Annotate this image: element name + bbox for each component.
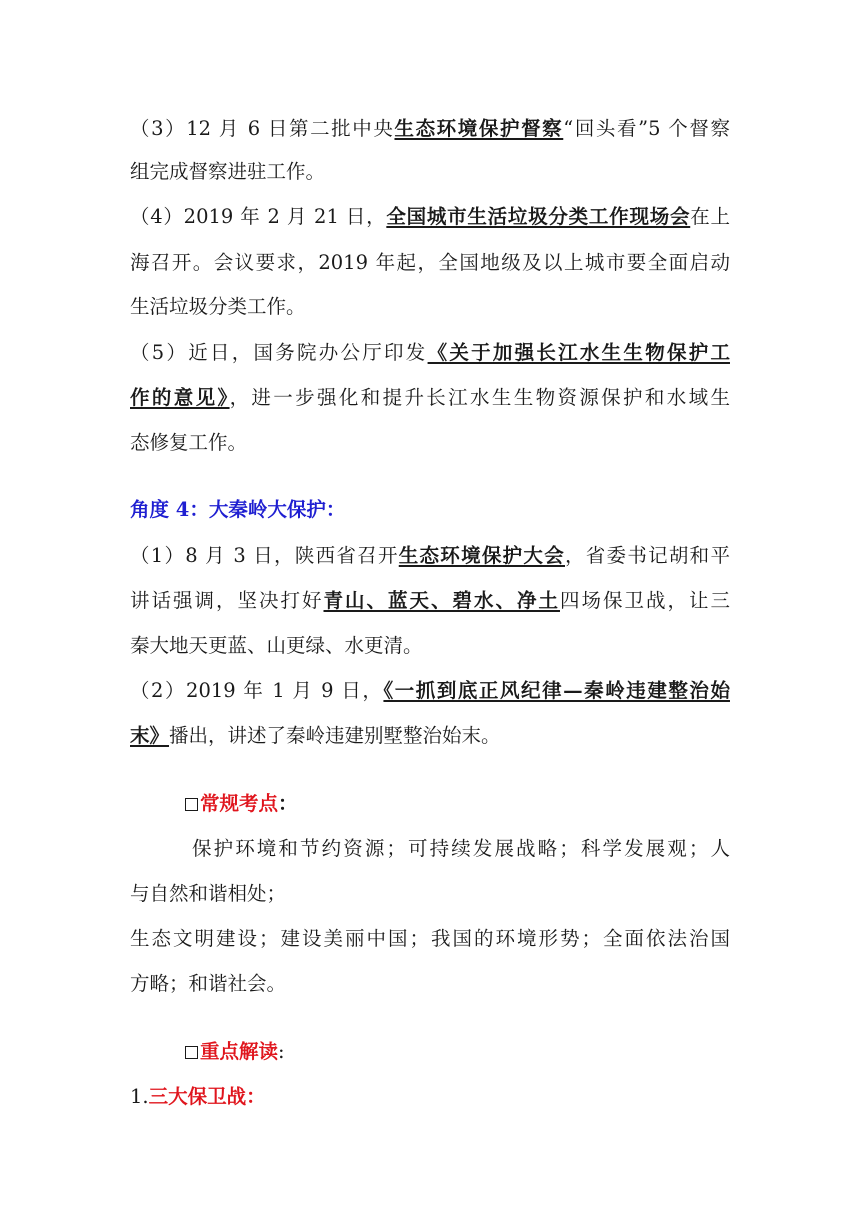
a1-line3: 秦大地天更蓝、山更绿、水更清。 xyxy=(130,634,423,657)
key-heading-colon: : xyxy=(278,1040,285,1063)
a1-underlined-list: 青山、蓝天、碧水、净土 xyxy=(323,589,560,612)
a2-text-b: 播出，讲述了秦岭违建别墅整治始末。 xyxy=(169,724,501,747)
a2-line1 xyxy=(130,678,730,704)
routine-line2: 与自然和谐相处； xyxy=(130,882,287,905)
routine-line4: 方略；和谐社会。 xyxy=(130,972,287,995)
p5-underlined-title: 《关于加强长江水生生物保护工 xyxy=(427,341,730,364)
p3-underlined-term: 生态环境保护督察 xyxy=(394,117,564,140)
routine-heading-label: 常规考点 xyxy=(200,792,279,815)
item1-heading xyxy=(130,1084,730,1110)
angle4-heading: 角度 4：大秦岭大保护： xyxy=(130,498,346,521)
a1-text-d: 讲话强调，坚决打好 xyxy=(130,589,324,612)
item1-number: 1. xyxy=(130,1085,149,1108)
p4-line2: 海召开。会议要求，2019 年起，全国地级及以上城市要全面启动 xyxy=(130,251,730,274)
a2-underlined-title: 《一抓到底正风纪律—秦岭违建整治始 xyxy=(383,679,730,702)
a2-text-a: （2）2019 年 1 月 9 日， xyxy=(130,679,384,702)
p3-text-c: “回头看”5 个督察 xyxy=(563,117,730,140)
key-heading xyxy=(185,1039,485,1065)
p4-underlined-term: 全国城市生活垃圾分类工作现场会 xyxy=(386,205,691,228)
p4-line1 xyxy=(130,204,730,230)
routine-heading-colon: ： xyxy=(278,792,298,815)
p3-text-a: （3）12 月 6 日第二批中央 xyxy=(130,117,395,140)
p5-underlined-title-end: 作的意见》 xyxy=(130,386,230,409)
routine-line3: 生态文明建设；建设美丽中国；我国的环境形势；全面依法治国 xyxy=(130,927,730,950)
a2-underlined-title-end: 末》 xyxy=(130,724,170,747)
a2-line2 xyxy=(130,723,730,749)
a1-line1 xyxy=(130,543,730,569)
key-heading-label: 重点解读 xyxy=(200,1040,279,1063)
routine-line1: 保护环境和节约资源；可持续发展战略；科学发展观；人 xyxy=(192,837,730,860)
a1-text-a: （1）8 月 3 日，陕西省召开 xyxy=(130,544,399,567)
a1-text-e: 四场保卫战，让三 xyxy=(559,589,730,612)
a1-text-c: ，省委书记胡和平 xyxy=(565,544,730,567)
p5-line2 xyxy=(130,385,730,411)
p5-line3: 态修复工作。 xyxy=(130,431,248,454)
p5-text-b: ，进一步强化和提升长江水生生物资源保护和水域生 xyxy=(229,386,730,409)
a1-line2 xyxy=(130,588,730,614)
item1-title: 三大保卫战： xyxy=(148,1085,266,1108)
p4-line3: 生活垃圾分类工作。 xyxy=(130,295,306,318)
a1-underlined-term: 生态环境保护大会 xyxy=(398,544,565,567)
p3-line1 xyxy=(130,116,730,142)
checkbox-icon xyxy=(185,1046,198,1059)
checkbox-icon xyxy=(185,798,198,811)
p5-line1 xyxy=(130,340,730,366)
p5-text-a: （5）近日，国务院办公厅印发 xyxy=(130,341,428,364)
routine-heading xyxy=(185,791,485,817)
p3-line2: 组完成督察进驻工作。 xyxy=(130,160,326,183)
p4-text-c: 在上 xyxy=(690,205,730,228)
p4-text-a: （4）2019 年 2 月 21 日， xyxy=(130,205,387,228)
